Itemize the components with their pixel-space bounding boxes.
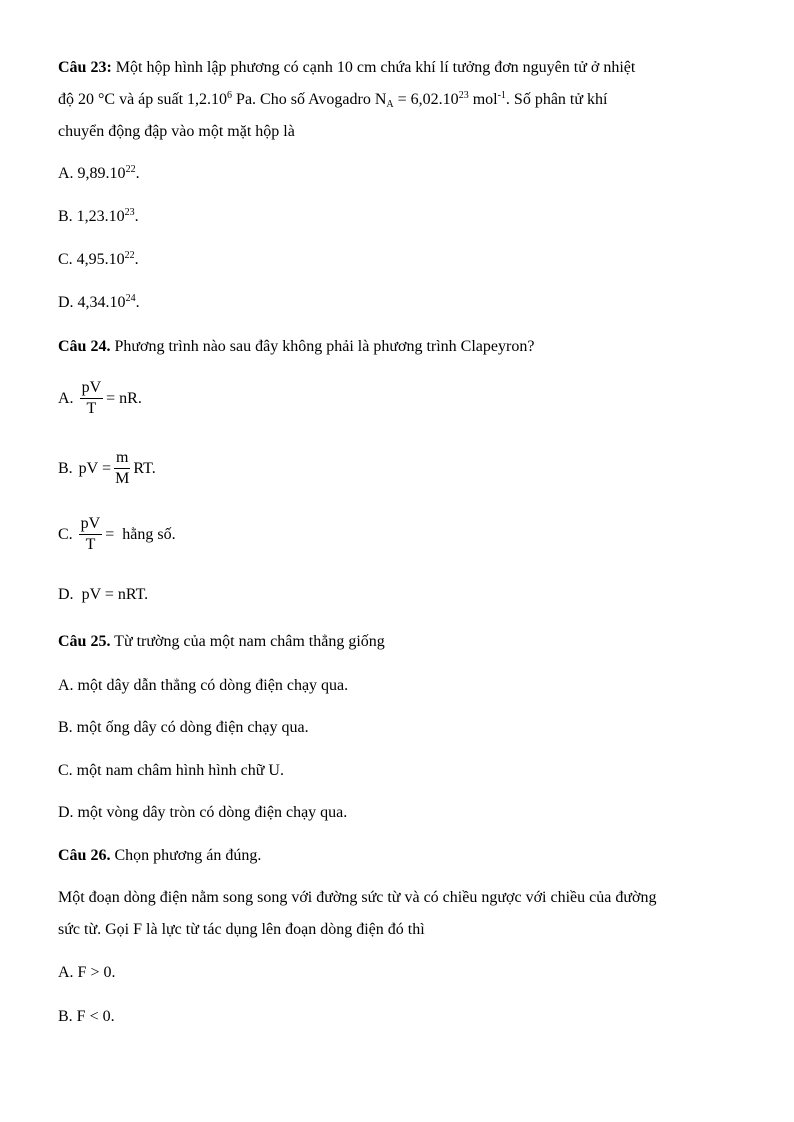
option-rest: = hằng số. [105, 525, 176, 543]
option-text: C. 4,95.10 [58, 251, 125, 268]
q24-option-a [58, 378, 142, 419]
option-end: . [135, 165, 140, 182]
q25-option-a: A. một dây dẫn thẳng có dòng điện chạy qua. [58, 677, 349, 694]
fraction [79, 514, 103, 555]
option-exp: 23 [124, 207, 135, 218]
q23-label: Câu 23: [58, 59, 112, 76]
q26-paragraph-2: sức từ. Gọi F là lực từ tác dụng lên đoạn dòng điện đó thì [58, 921, 425, 938]
q24-option-c [58, 514, 176, 555]
option-label: A. [58, 389, 74, 407]
q24-option-d [58, 585, 148, 605]
fraction-numerator: pV [80, 378, 104, 399]
fraction [80, 378, 104, 419]
q25-text: Từ trường của một nam châm thẳng giống [110, 633, 385, 650]
q23-text-1: Một hộp hình lập phương có cạnh 10 cm chứa khí lí tưởng đơn nguyên tử ở nhiệt [111, 59, 636, 76]
option-text: pV = nRT. [81, 586, 149, 603]
option-exp: 24 [125, 293, 136, 304]
option-text: D. 4,34.10 [58, 294, 126, 311]
q26-option-b: B. F < 0. [58, 1008, 115, 1025]
option-text: B. 1,23.10 [58, 208, 125, 225]
q25-line-1 [58, 632, 385, 652]
q23-exp-1: 6 [227, 90, 233, 101]
q23-sub-a: A [386, 99, 394, 110]
option-text: A. 9,89.10 [58, 165, 126, 182]
option-rest: RT. [133, 459, 156, 477]
q23-option-d [58, 293, 140, 313]
q23-line-3: chuyển động đập vào một mặt hộp là [58, 123, 295, 140]
option-end: . [135, 294, 140, 311]
q23-option-b [58, 207, 139, 227]
q24-line-1 [58, 337, 534, 357]
q25-option-c: C. một nam châm hình hình chữ U. [58, 762, 284, 779]
q23-text-2c: = 6,02.10 [393, 91, 459, 108]
q23-line-1 [58, 58, 635, 78]
fraction [114, 448, 130, 489]
q23-exp-3: -1 [497, 90, 506, 101]
q26-text: Chọn phương án đúng. [110, 847, 262, 864]
fraction-denominator: T [85, 536, 96, 553]
q26-line-1 [58, 846, 261, 866]
option-exp: 22 [125, 164, 136, 175]
q25-option-d: D. một vòng dây tròn có dòng điện chạy qua. [58, 804, 348, 821]
fraction-numerator: pV [79, 514, 103, 535]
option-pre: pV = [78, 459, 111, 477]
q23-option-c [58, 250, 139, 270]
q25-label: Câu 25. [58, 633, 111, 650]
q26-label: Câu 26. [58, 847, 111, 864]
q23-text-2d: mol [468, 91, 498, 108]
q25-option-b: B. một ống dây có dòng điện chạy qua. [58, 719, 309, 736]
option-label: B. [58, 459, 73, 477]
fraction-denominator: M [115, 470, 130, 487]
q23-exp-2: 23 [458, 90, 469, 101]
option-label: C. [58, 525, 73, 543]
q24-text: Phương trình nào sau đây không phải là phương trình Clapeyron? [110, 338, 535, 355]
option-end: . [134, 208, 139, 225]
q23-text-2e: . Số phân tử khí [505, 91, 608, 108]
q24-label: Câu 24. [58, 338, 111, 355]
q26-option-a: A. F > 0. [58, 964, 116, 981]
option-end: . [134, 251, 139, 268]
option-label: D. [58, 586, 74, 603]
q23-text-2a: độ 20 °C và áp suất 1,2.10 [58, 91, 228, 108]
q26-paragraph-1: Một đoạn dòng điện nằm song song với đường sức từ và có chiều ngược với chiều của đường [58, 889, 657, 906]
q23-option-a [58, 164, 140, 184]
q24-option-b [58, 448, 156, 489]
option-rest: = nR. [106, 389, 142, 407]
q23-text-2b: Pa. Cho số Avogadro N [232, 91, 387, 108]
fraction-denominator: T [86, 400, 97, 417]
option-exp: 22 [124, 250, 135, 261]
q23-line-2 [58, 90, 607, 110]
fraction-numerator: m [114, 448, 130, 469]
